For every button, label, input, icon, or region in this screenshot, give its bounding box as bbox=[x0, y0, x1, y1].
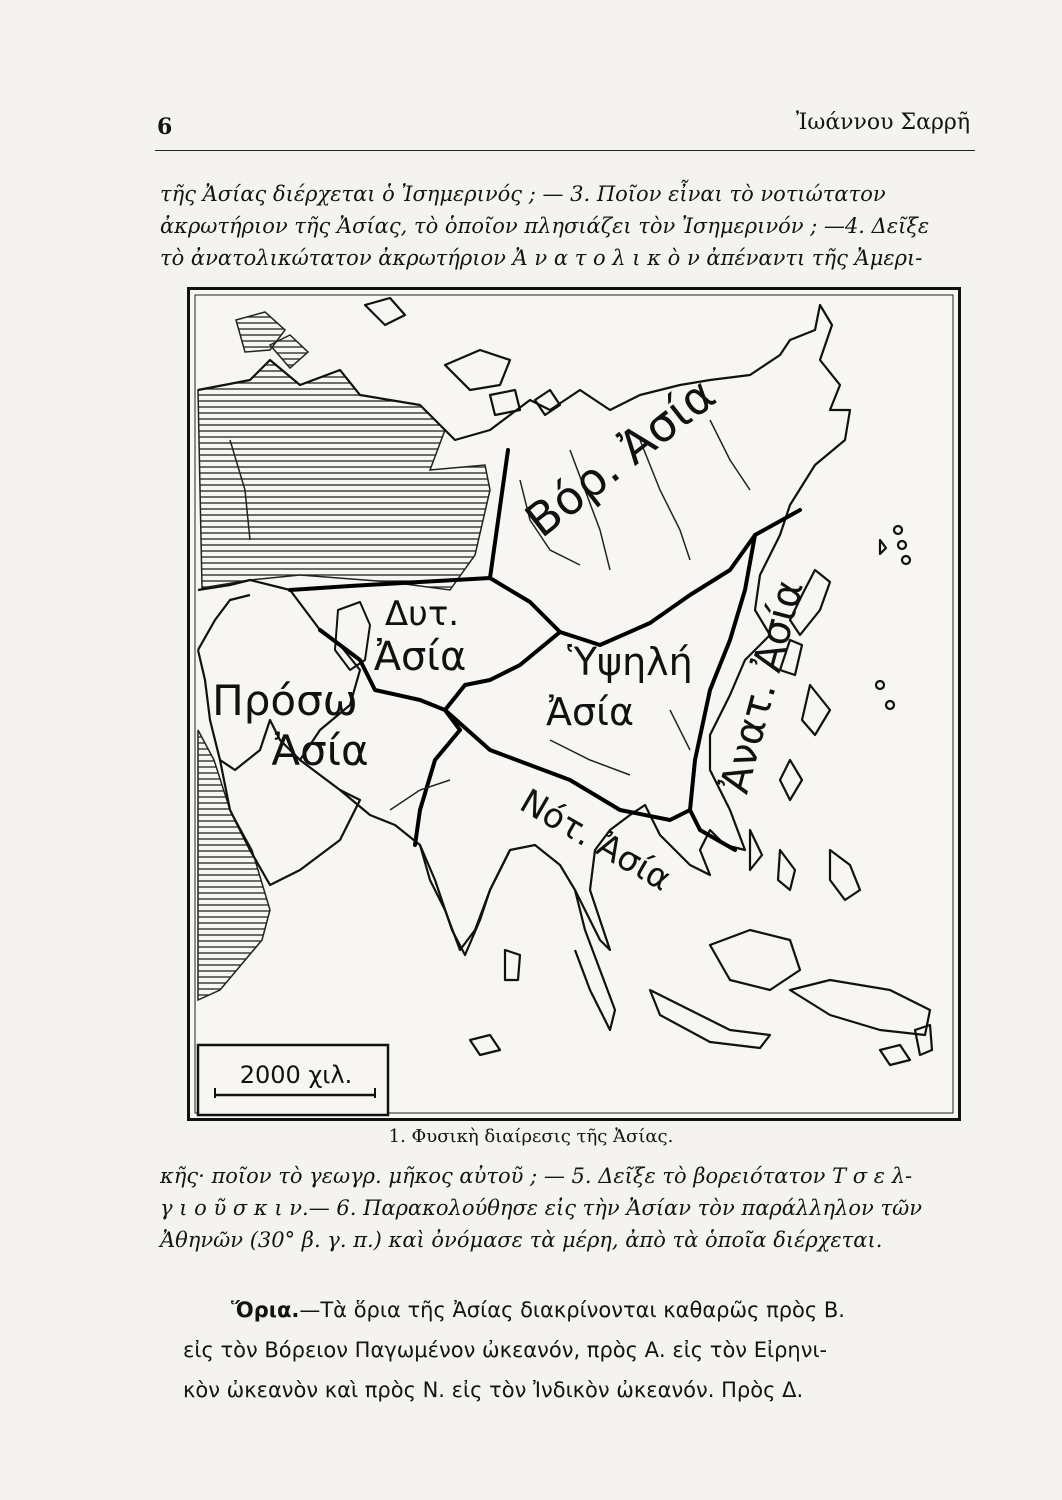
text-line: Ἀθηνῶν (30° β. γ. π.) καὶ ὀνόμασε τὰ μέρη, ἀπὸ τὰ ὁποῖα διέρχεται. bbox=[160, 1228, 883, 1252]
label-west-asia-1: Δυτ. bbox=[384, 594, 460, 634]
text-line: κὸν ὠκεανὸν καὶ πρὸς Ν. εἰς τὸν Ἰνδικὸν ὠκεανόν. Πρὸς Δ. bbox=[183, 1378, 804, 1402]
text-line: τῆς Ἀσίας διέρχεται ὁ Ἰσημερινός ; — 3. Ποῖον εἶναι τὸ νοτιώτατον bbox=[160, 182, 886, 206]
label-near-asia-1: Πρόσω bbox=[212, 676, 358, 725]
asia-map bbox=[187, 287, 961, 1121]
running-title: Ἰωάννου Σαρρῆ bbox=[795, 110, 970, 135]
header-rule bbox=[155, 150, 975, 151]
label-high-asia-1: Ὑψηλή bbox=[567, 640, 693, 684]
scale-box bbox=[198, 1045, 388, 1115]
figure-caption: 1. Φυσικὴ διαίρεσις τῆς Ἀσίας. bbox=[388, 1126, 674, 1147]
label-south-asia: Νότ. Ἀσία bbox=[513, 781, 678, 900]
text-line: ἀκρωτήριον τῆς Ἀσίας, τὸ ὁποῖον πλησιάζει τὸν Ἰσημερινόν ; —4. Δεῖξε bbox=[160, 214, 930, 238]
text-line: —Τὰ ὅρια τῆς Ἀσίας διακρίνονται καθαρῶς πρὸς Β. bbox=[299, 1298, 845, 1322]
label-north-asia: Βόρ. Ἀσία bbox=[515, 366, 726, 548]
label-near-asia-2: Ἀσία bbox=[271, 726, 369, 775]
text-line: τὸ ἀνατολικώτατον ἀκρωτήριον Ἀ ν α τ ο λ ι κ ὸ ν ἀπέναντι τῆς Ἀμερι- bbox=[160, 246, 923, 270]
text-line: γ ι ο ῦ σ κ ι ν.— 6. Παρακολούθησε εἰς τὴν Ἀσίαν τὸν παράλληλον τῶν bbox=[160, 1196, 922, 1220]
paragraph-top bbox=[160, 178, 970, 274]
scale-label: 2000 χιλ. bbox=[239, 1061, 353, 1089]
text-line: εἰς τὸν Βόρειον Παγωμένον ὠκεανόν, πρὸς Α. εἰς τὸν Εἰρηνι- bbox=[183, 1338, 828, 1362]
label-east-asia: Ἀνατ. Ἀσία bbox=[711, 575, 813, 798]
label-west-asia-2: Ἀσία bbox=[373, 634, 467, 680]
page-number: 6 bbox=[157, 114, 173, 140]
paragraph-bottom bbox=[183, 1290, 983, 1410]
paragraph-mid bbox=[160, 1160, 970, 1256]
label-high-asia-2: Ἀσία bbox=[546, 690, 634, 734]
section-heading: Ὅρια. bbox=[231, 1298, 300, 1322]
text-line: κῆς· ποῖον τὸ γεωγρ. μῆκος αὐτοῦ ; — 5. Δεῖξε τὸ βορειότατον Τ σ ε λ- bbox=[160, 1164, 913, 1188]
